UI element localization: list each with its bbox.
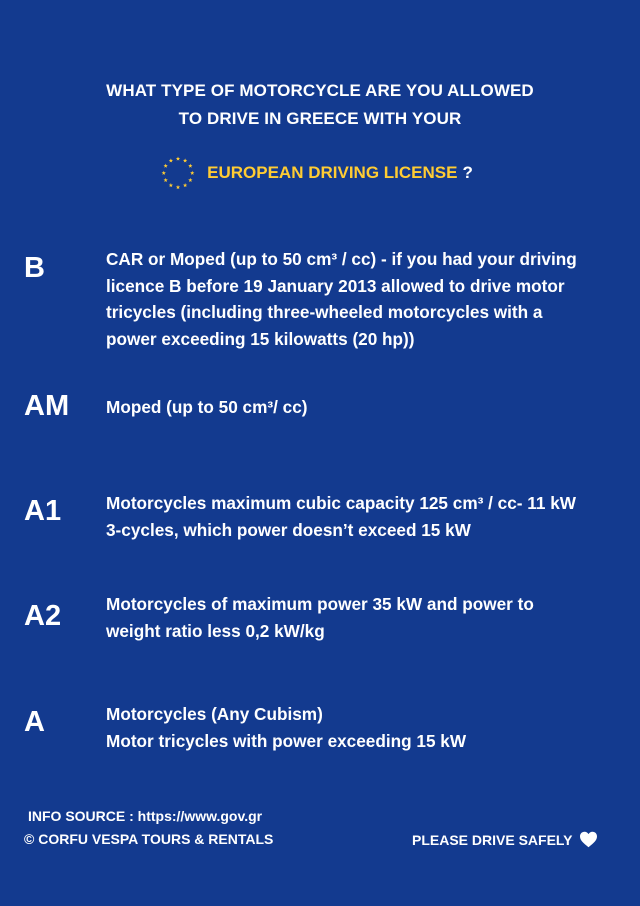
desc-line: Motor tricycles with power exceeding 15 kW — [106, 730, 467, 751]
title-line-1: WHAT TYPE OF MOTORCYCLE ARE YOU ALLOWED — [106, 81, 534, 100]
eu-star — [190, 171, 194, 175]
eu-star — [188, 164, 192, 168]
license-label: EUROPEAN DRIVING LICENSE — [207, 163, 458, 182]
desc-line: Motorcycles (Any Cubism) — [106, 704, 323, 724]
eu-star — [183, 183, 187, 187]
eu-stars-icon — [159, 154, 197, 192]
category-desc-a1 — [106, 490, 626, 543]
category-desc-a — [106, 701, 626, 754]
eu-star — [164, 164, 168, 168]
drive-safely-note — [412, 831, 598, 848]
desc-line: Motorcycles of maximum power 35 kW and power to — [106, 594, 534, 614]
question-mark: ? — [462, 163, 473, 182]
desc-line: CAR or Moped (up to 50 cm³ / cc) - if you had your driving — [106, 249, 577, 269]
desc-line: power exceeding 15 kilowatts (20 hp)) — [106, 328, 415, 349]
desc-line: Motorcycles maximum cubic capacity 125 cm³ / cc- 11 kW — [106, 493, 577, 513]
desc-line: tricycles (including three-wheeled motorcycles with a — [106, 302, 543, 322]
category-code-a: A — [24, 706, 45, 738]
eu-star — [169, 183, 173, 187]
page-title — [0, 77, 640, 133]
license-heading — [0, 155, 640, 191]
category-code-a1: A1 — [24, 495, 62, 527]
eu-star — [164, 178, 168, 182]
heart-icon — [579, 831, 598, 848]
desc-line: Moped (up to 50 cm³/ cc) — [106, 397, 308, 417]
eu-star — [176, 185, 180, 189]
desc-line: 3-cycles, which power doesn’t exceed 15 kW — [106, 519, 471, 540]
eu-star — [176, 156, 180, 160]
category-code-b: B — [24, 252, 45, 284]
desc-line: weight ratio less 0,2 kW/kg — [106, 620, 325, 641]
desc-line: licence B before 19 January 2013 allowed to drive motor — [106, 275, 565, 296]
category-code-a2: A2 — [24, 600, 62, 632]
category-desc-am — [106, 394, 626, 421]
info-source: INFO SOURCE : https://www.gov.gr — [28, 808, 263, 824]
eu-star — [183, 158, 187, 162]
copyright: © CORFU VESPA TOURS & RENTALS — [24, 831, 274, 847]
category-desc-a2 — [106, 591, 626, 644]
eu-star — [162, 171, 166, 175]
eu-star — [169, 158, 173, 162]
eu-star — [188, 178, 192, 182]
title-line-2: TO DRIVE IN GREECE WITH YOUR — [178, 109, 462, 128]
category-code-am: AM — [24, 390, 70, 422]
category-desc-b — [106, 246, 626, 352]
drive-safely-label: PLEASE DRIVE SAFELY — [412, 831, 573, 848]
